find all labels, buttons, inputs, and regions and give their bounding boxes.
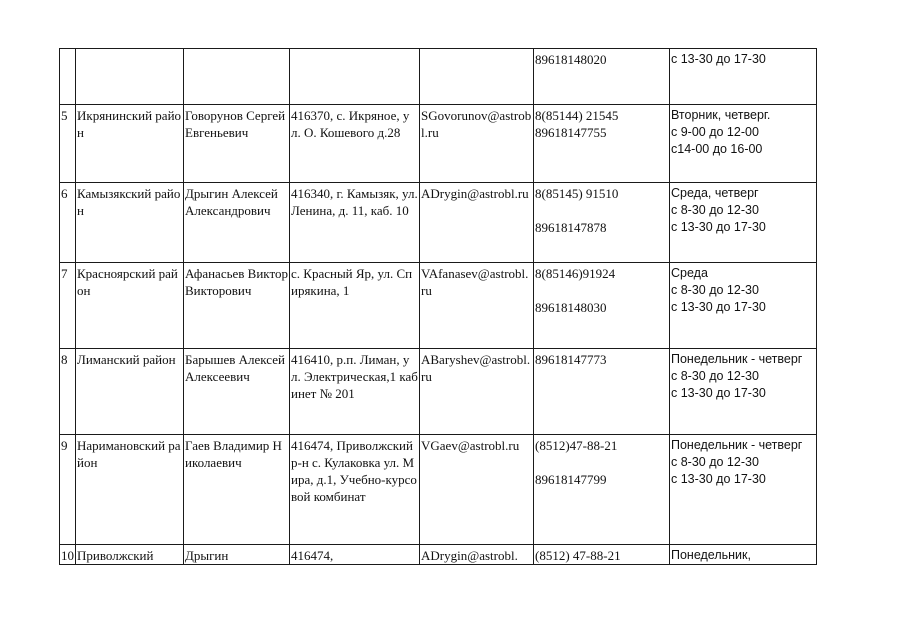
phone-primary: 8(85145) 91510 <box>535 186 619 201</box>
office-hours-text: Понедельник, <box>671 548 751 562</box>
phone-mobile: 89618147755 <box>535 125 607 140</box>
email-cell <box>420 435 534 545</box>
contacts-table <box>59 48 817 565</box>
address-text: 416474, Приволжский р-н с. Кулаковка ул. Мира, д.1, Учебно-курсовой комбинат <box>291 438 417 504</box>
row-number-text: 10 <box>61 548 74 563</box>
row-number-cell <box>60 349 76 435</box>
office-hours-cell <box>670 183 817 263</box>
table-row <box>60 183 817 263</box>
row-number-cell <box>60 49 76 105</box>
official-name-text: Говорунов Сергей Евгеньевич <box>185 108 286 140</box>
phone-gap <box>535 202 668 219</box>
official-name-cell <box>184 349 290 435</box>
row-number-text: 7 <box>61 266 68 281</box>
address-text: 416340, г. Камызяк, ул. Ленина, д. 11, каб. 10 <box>291 186 418 218</box>
address-text: с. Красный Яр, ул. Спирякина, 1 <box>291 266 413 298</box>
office-hours-cell <box>670 545 817 565</box>
official-name-cell <box>184 435 290 545</box>
district-name-text: Красноярский район <box>77 266 178 298</box>
official-name-cell <box>184 105 290 183</box>
district-name-text: Лиманский район <box>77 352 176 367</box>
official-name-cell <box>184 183 290 263</box>
row-number-text: 8 <box>61 352 68 367</box>
row-number-cell <box>60 435 76 545</box>
office-hours-text: Среда, четверг с 8-30 до 12-30 с 13-30 до 17-30 <box>671 186 766 234</box>
official-name-text: Дрыгин Алексей Александрович <box>185 186 278 218</box>
office-hours-text: Понедельник - четверг с 8-30 до 12-30 с 13-30 до 17-30 <box>671 438 803 486</box>
district-name-cell <box>76 183 184 263</box>
table-row <box>60 263 817 349</box>
email-text: ADrygin@astrobl.ru <box>421 186 529 201</box>
table-row <box>60 349 817 435</box>
address-cell <box>290 49 420 105</box>
row-number-text: 9 <box>61 438 68 453</box>
phone-gap <box>535 454 668 471</box>
district-name-text: Наримановский район <box>77 438 181 470</box>
district-name-cell <box>76 49 184 105</box>
phone-cell <box>534 545 670 565</box>
office-hours-cell <box>670 105 817 183</box>
district-name-cell <box>76 105 184 183</box>
email-text: ADrygin@astrobl. <box>421 548 518 563</box>
district-name-text: Камызякский район <box>77 186 181 218</box>
office-hours-cell <box>670 49 817 105</box>
row-number-text: 6 <box>61 186 68 201</box>
phone-primary: (8512) 47-88-21 <box>535 548 621 563</box>
office-hours-text: с 13-30 до 17-30 <box>671 52 766 66</box>
email-cell <box>420 49 534 105</box>
district-name-text: Приволжский <box>77 548 154 563</box>
official-name-cell <box>184 49 290 105</box>
row-number-cell <box>60 545 76 565</box>
email-cell <box>420 545 534 565</box>
address-cell <box>290 105 420 183</box>
table-row <box>60 545 817 565</box>
email-cell <box>420 263 534 349</box>
office-hours-text: Понедельник - четверг с 8-30 до 12-30 с 13-30 до 17-30 <box>671 352 803 400</box>
phone-mobile: 89618147799 <box>535 472 607 487</box>
office-hours-cell <box>670 349 817 435</box>
phone-gap <box>535 282 668 299</box>
table-row <box>60 105 817 183</box>
phone-cell <box>534 49 670 105</box>
address-cell <box>290 349 420 435</box>
official-name-cell <box>184 545 290 565</box>
phone-primary: 89618147773 <box>535 352 607 367</box>
table-row <box>60 49 817 105</box>
official-name-text: Дрыгин <box>185 548 229 563</box>
district-name-cell <box>76 263 184 349</box>
email-text: VGaev@astrobl.ru <box>421 438 520 453</box>
table-row <box>60 435 817 545</box>
address-cell <box>290 435 420 545</box>
district-name-cell <box>76 349 184 435</box>
phone-primary: 8(85146)91924 <box>535 266 616 281</box>
email-text: ABaryshev@astrobl.ru <box>421 352 531 384</box>
address-cell <box>290 183 420 263</box>
phone-primary: (8512)47-88-21 <box>535 438 618 453</box>
phone-cell <box>534 263 670 349</box>
address-cell <box>290 545 420 565</box>
office-hours-text: Вторник, четверг. с 9-00 до 12-00 с14-00 до 16-00 <box>671 108 771 156</box>
official-name-cell <box>184 263 290 349</box>
office-hours-text: Среда с 8-30 до 12-30 с 13-30 до 17-30 <box>671 266 766 314</box>
phone-cell <box>534 435 670 545</box>
phone-cell <box>534 105 670 183</box>
row-number-cell <box>60 105 76 183</box>
district-name-text: Икрянинский район <box>77 108 182 140</box>
phone-primary: 8(85144) 21545 <box>535 108 619 123</box>
address-text: 416474, <box>291 548 334 563</box>
phone-primary: 89618148020 <box>535 52 607 67</box>
address-cell <box>290 263 420 349</box>
phone-cell <box>534 183 670 263</box>
email-cell <box>420 105 534 183</box>
row-number-cell <box>60 263 76 349</box>
office-hours-cell <box>670 435 817 545</box>
phone-mobile: 89618147878 <box>535 220 607 235</box>
address-text: 416410, р.п. Лиман, ул. Электрическая,1 кабинет № 201 <box>291 352 418 401</box>
email-cell <box>420 349 534 435</box>
phone-cell <box>534 349 670 435</box>
address-text: 416370, с. Икряное, ул. О. Кошевого д.28 <box>291 108 410 140</box>
official-name-text: Афанасьев Виктор Викторович <box>185 266 288 298</box>
district-name-cell <box>76 545 184 565</box>
phone-mobile: 89618148030 <box>535 300 607 315</box>
office-hours-cell <box>670 263 817 349</box>
email-text: SGovorunov@astrobl.ru <box>421 108 532 140</box>
row-number-cell <box>60 183 76 263</box>
district-name-cell <box>76 435 184 545</box>
official-name-text: Барышев Алексей Алексеевич <box>185 352 285 384</box>
email-text: VAfanasev@astrobl.ru <box>421 266 529 298</box>
official-name-text: Гаев Владимир Николаевич <box>185 438 282 470</box>
row-number-text: 5 <box>61 108 68 123</box>
email-cell <box>420 183 534 263</box>
